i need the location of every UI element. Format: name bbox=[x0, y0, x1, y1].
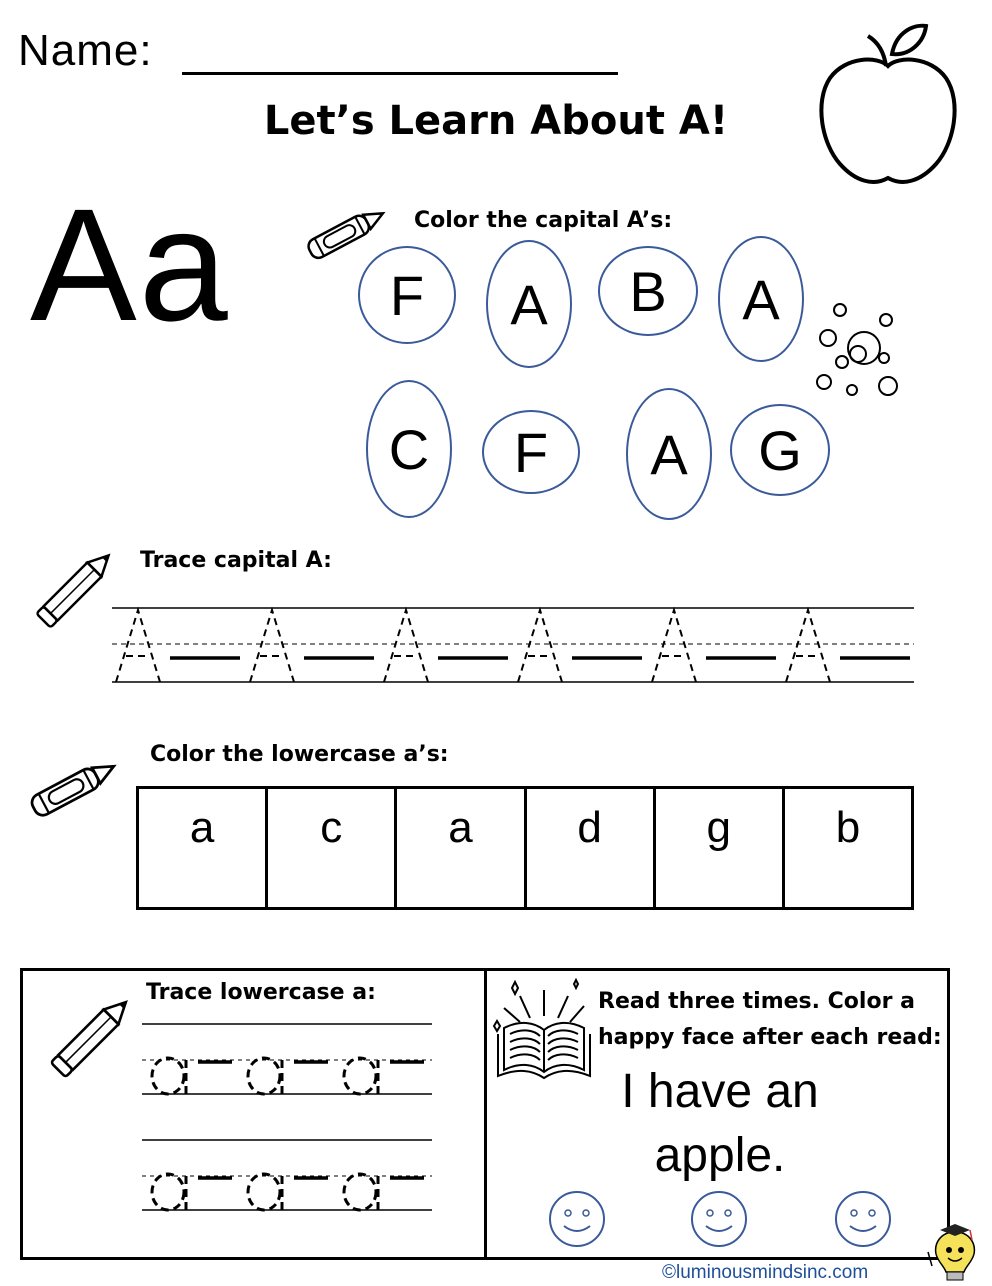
sentence-line2: apple. bbox=[654, 1129, 786, 1182]
trace-capital-area[interactable] bbox=[112, 600, 914, 686]
reading-instruction-line2: happy face after each read: bbox=[598, 1025, 942, 1050]
lowercase-cell[interactable]: g bbox=[656, 789, 785, 907]
oval-letter[interactable]: A bbox=[486, 240, 572, 368]
name-line[interactable] bbox=[182, 72, 618, 75]
trace-capital-a[interactable] bbox=[250, 610, 374, 682]
pencil-icon bbox=[40, 984, 144, 1088]
oval-letter[interactable]: A bbox=[626, 388, 712, 520]
reading-instruction bbox=[598, 984, 942, 1056]
name-label: Name: bbox=[18, 26, 153, 75]
lowercase-cell[interactable]: a bbox=[139, 789, 268, 907]
lowercase-instruction: Color the lowercase a’s: bbox=[150, 742, 449, 767]
oval-letter[interactable]: B bbox=[598, 246, 698, 336]
footer-credit[interactable] bbox=[662, 1262, 868, 1284]
oval-letter[interactable]: G bbox=[730, 404, 830, 496]
smiley-icon[interactable] bbox=[690, 1190, 748, 1248]
lightbulb-mascot-icon bbox=[926, 1222, 984, 1284]
trace-lowercase-a[interactable] bbox=[248, 1058, 328, 1094]
oval-letter[interactable]: A bbox=[718, 236, 804, 362]
smiley-icon[interactable] bbox=[834, 1190, 892, 1248]
bottom-divider bbox=[484, 968, 487, 1260]
trace-capital-a[interactable] bbox=[518, 610, 642, 682]
smiley-icon[interactable] bbox=[548, 1190, 606, 1248]
oval-letter[interactable]: C bbox=[366, 380, 452, 518]
trace-lowercase-a[interactable] bbox=[344, 1058, 424, 1094]
trace-lowercase-instruction: Trace lowercase a: bbox=[146, 980, 376, 1005]
oval-letter[interactable]: F bbox=[358, 246, 456, 344]
apple-icon bbox=[816, 18, 960, 188]
pencil-icon bbox=[26, 538, 126, 638]
trace-lowercase-a[interactable] bbox=[248, 1174, 328, 1210]
oval-letter[interactable]: F bbox=[482, 410, 580, 494]
sentence-line1: I have an bbox=[621, 1065, 819, 1118]
trace-capital-a[interactable] bbox=[384, 610, 508, 682]
trace-lowercase-a[interactable] bbox=[152, 1174, 232, 1210]
lowercase-cell[interactable]: a bbox=[397, 789, 526, 907]
trace-lowercase-a[interactable] bbox=[152, 1058, 232, 1094]
lowercase-cell[interactable]: b bbox=[835, 803, 861, 852]
footer-link[interactable]: luminousmindsinc.com bbox=[676, 1262, 869, 1283]
trace-capital-instruction: Trace capital A: bbox=[140, 548, 332, 573]
trace-capital-a[interactable] bbox=[652, 610, 776, 682]
reading-instruction-line1: Read three times. Color a bbox=[598, 989, 915, 1014]
trace-lowercase-area[interactable] bbox=[142, 1016, 434, 1236]
big-letter-aa: Aa bbox=[30, 175, 230, 354]
page-title: Let’s Learn About A! bbox=[263, 98, 729, 144]
lowercase-cell[interactable]: c bbox=[268, 789, 397, 907]
lowercase-cell[interactable]: d bbox=[527, 789, 656, 907]
crayon-icon bbox=[14, 756, 128, 822]
copyright-symbol: © bbox=[662, 1262, 676, 1283]
trace-capital-a[interactable] bbox=[116, 610, 240, 682]
lowercase-table bbox=[136, 786, 914, 910]
trace-capital-a[interactable] bbox=[786, 610, 910, 682]
trace-lowercase-a[interactable] bbox=[344, 1174, 424, 1210]
bubbles-icon bbox=[812, 302, 904, 398]
capital-instruction: Color the capital A’s: bbox=[414, 208, 673, 233]
reading-sentence bbox=[490, 1060, 950, 1188]
